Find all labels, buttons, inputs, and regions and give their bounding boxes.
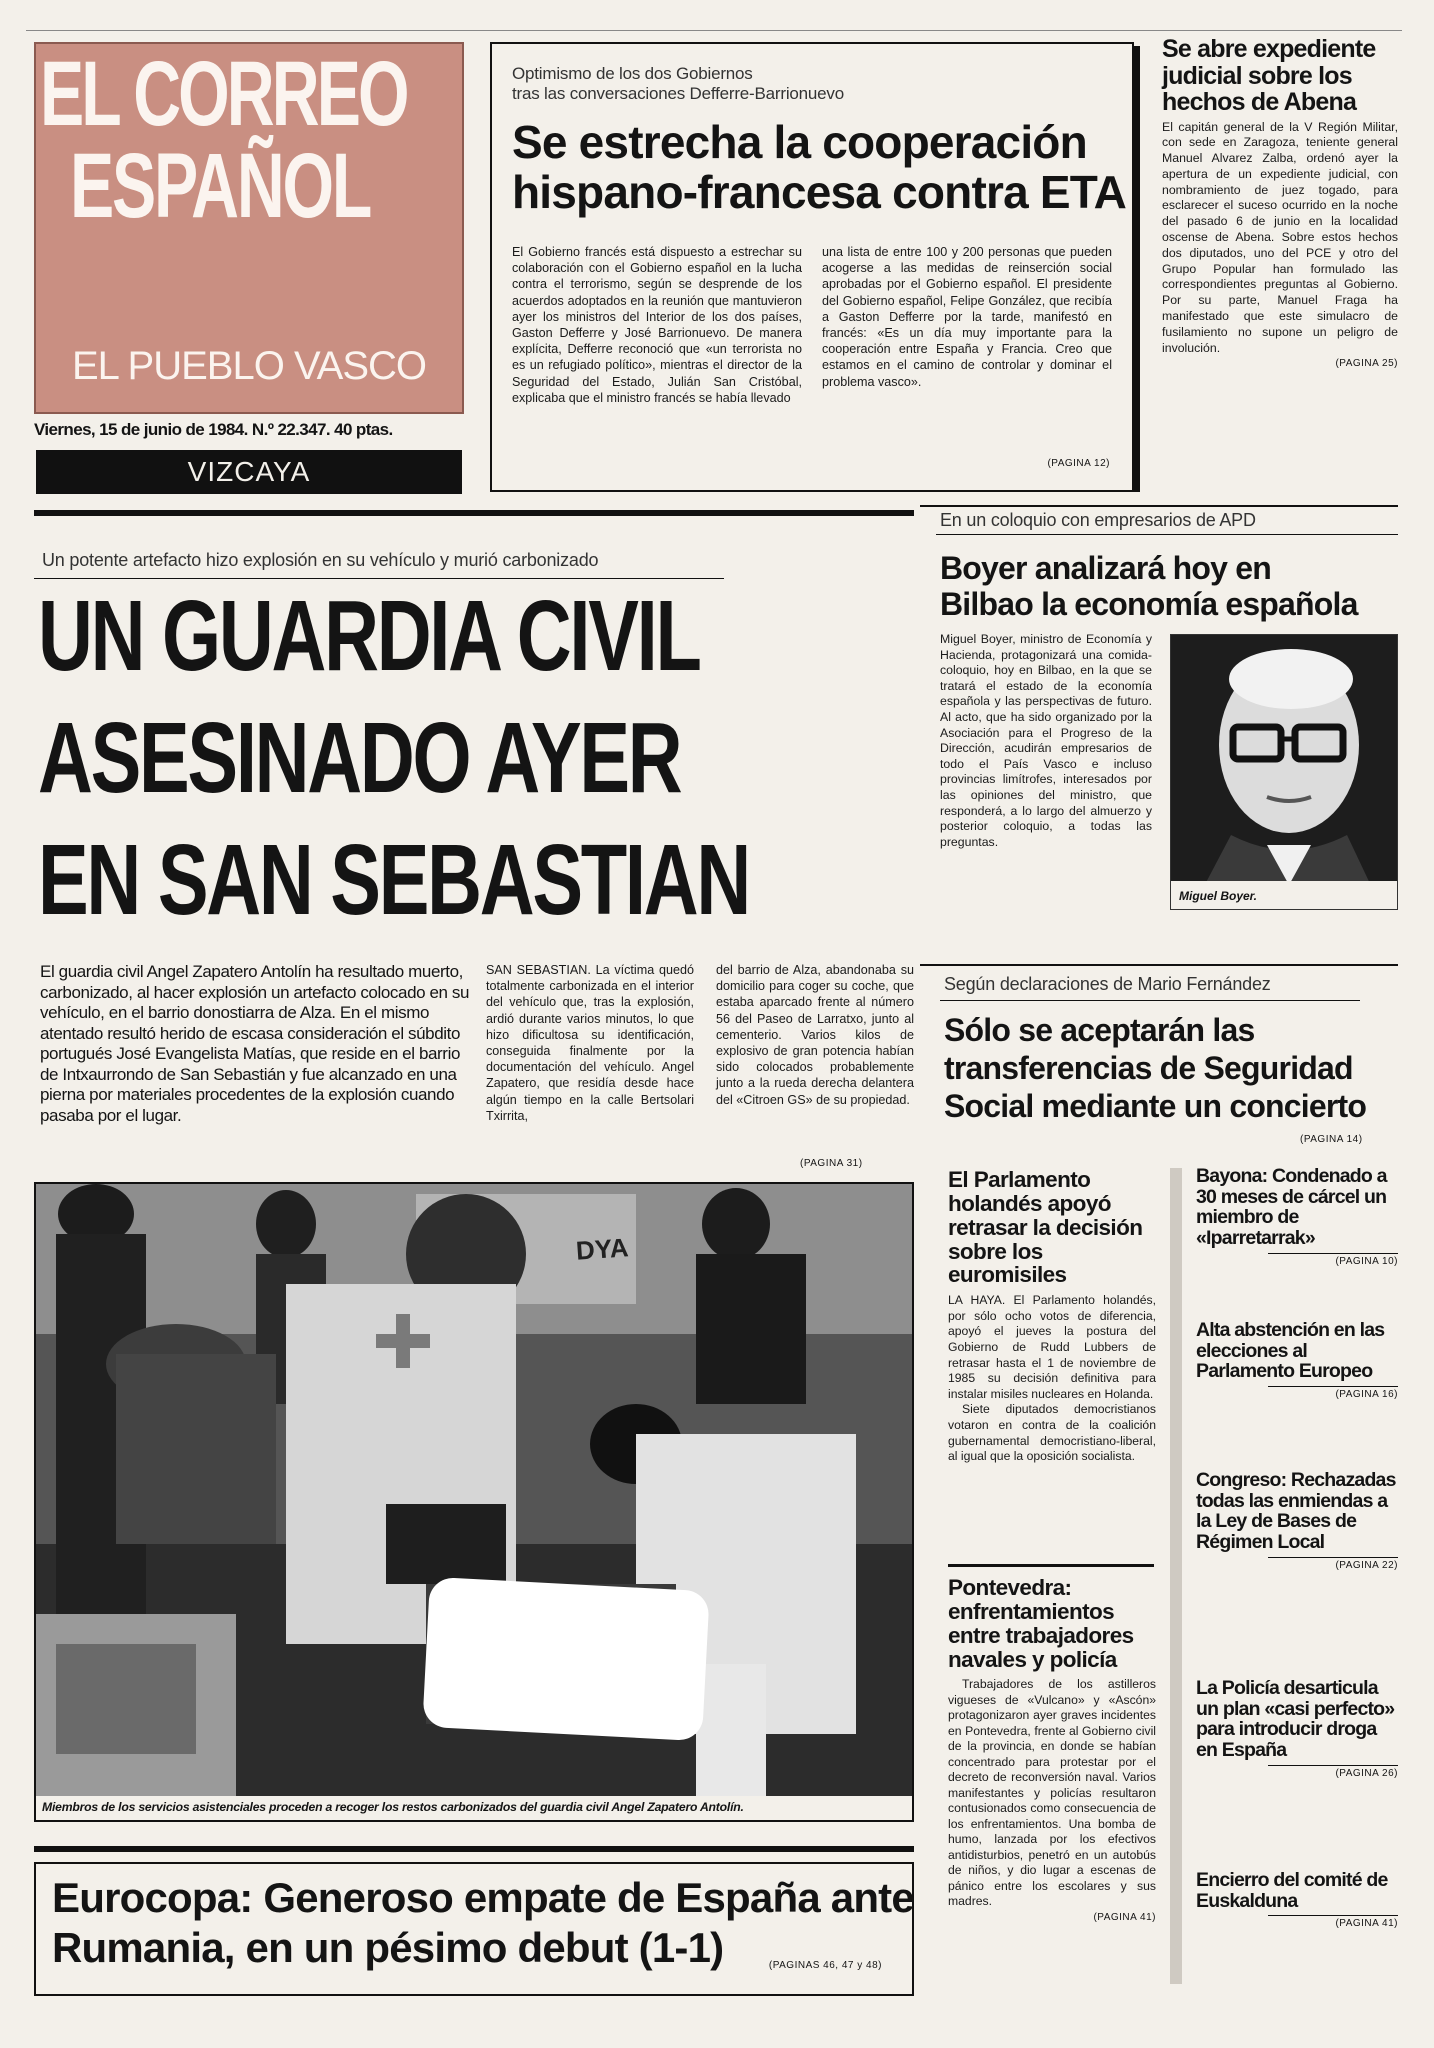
top-story-col-2: una lista de entre 100 y 200 personas que pueden acogerse a las medidas de reinserción social aprobadas por el Gobierno español. El presidente del Gobierno español, Felipe González, que recibía a Gaston Defferre por la tarde, manifestó en francés: «Es un día muy importante para la cooperación entre España y Francia. Creo que estamos en el camino de controlar y dominar el problema vasco». [822,245,1112,389]
top-story-headline-1: Se estrecha la cooperación [512,116,1087,168]
top-story-shadow [1134,46,1140,492]
pontevedra-headline: Pontevedra: enfrentamientos entre trabajadores navales y policía [948,1575,1134,1672]
main-headline-1: UN GUARDIA CIVIL [38,580,700,692]
seguridad-kicker: Según declaraciones de Mario Fernández [944,974,1271,994]
abena-page-ref: (PAGINA 25) [1335,358,1398,370]
top-story-headline-2: hispano-francesa contra ETA [512,166,1127,218]
main-headline-2: ASESINADO AYER [38,702,681,814]
seguridad-top-rule [920,964,1398,966]
brief-headline: Encierro del comité de Euskalduna [1196,1869,1388,1912]
issue-line: Viernes, 15 de junio de 1984. N.º 22.347. 40 ptas. [34,420,393,439]
main-photo [34,1182,914,1822]
main-story-lead: El guardia civil Angel Zapatero Antolín ha resultado muerto, carbonizado, al hacer explosión un artefacto colocado en su vehículo, en el barrio donostiarra de Alza. En el mismo atentado resultó herido de escasa consideración el súbdito portugués José Evangelista Matías, que reside en el barrio de Intxaurrondo de San Sebastián y fue alcanzado en una pierna por materiales procedentes de la explosión cuando pasaba por el lugar. [40,962,470,1125]
brief-headline: Congreso: Rechazadas todas las enmiendas a la Ley de Bases de Régimen Local [1196,1469,1396,1553]
main-story-top-rule [34,510,914,516]
abena-headline: Se abre expediente judicial sobre los hechos de Abena [1162,35,1376,116]
brief-headline: La Policía desarticula un plan «casi perfecto» para introducir droga en España [1196,1677,1395,1761]
boyer-headline-2: Bilbao la economía española [940,586,1358,622]
brief-item [1196,1460,1398,1664]
eurocopa-headline-1: Eurocopa: Generoso empate de España ante [52,1874,914,1921]
main-story-kicker: Un potente artefacto hizo explosión en su vehículo y murió carbonizado [42,550,599,570]
holanda-headline: El Parlamento holandés apoyó retrasar la decisión sobre los euromisiles [948,1167,1143,1288]
top-story-kicker-2: tras las conversaciones Defferre-Barrionuevo [512,84,844,103]
brief-item [1196,1310,1398,1460]
brief-item [1196,1860,1398,1929]
holanda-p1: LA HAYA. El Parlamento holandés, por sólo ocho votos de diferencia, apoyó el jueves la postura del Gobierno de Rudd Lubbers de retrasar hasta el 1 de noviembre de 1985 su decisión definitiva para instalar misiles nucleares en Holanda. [948,1293,1156,1401]
brief-page-ref: (PAGINA 22) [1268,1557,1398,1571]
masthead [34,42,464,414]
eurocopa-box [34,1862,914,1996]
boyer-portrait [1171,635,1398,910]
abena-story [1162,36,1398,369]
seguridad-kicker-rule [940,1000,1360,1001]
boyer-headline-1: Boyer analizará hoy en [940,550,1271,586]
top-story-page-ref: (PAGINA 12) [1047,458,1110,469]
edition-bar: VIZCAYA [36,450,462,494]
seguridad-headline-1: Sólo se aceptarán las [944,1012,1255,1048]
eurocopa-top-rule [34,1846,914,1852]
briefs-column [1196,1166,1398,1929]
boyer-photo [1170,634,1398,910]
brief-page-ref: (PAGINA 41) [1268,1915,1398,1929]
boyer-photo-caption: Miguel Boyer. [1171,881,1397,909]
top-story-box [490,42,1134,492]
boyer-kicker: En un coloquio con empresarios de APD [940,510,1256,530]
brief-page-ref: (PAGINA 10) [1268,1253,1398,1267]
brief-page-ref: (PAGINA 26) [1268,1765,1398,1779]
eurocopa-headline-2: Rumania, en un pésimo debut (1-1) [52,1924,724,1971]
photo-caption: Miembros de los servicios asistenciales proceden a recoger los restos carbonizados del guardia civil Angel Zapatero Antolín. [36,1796,912,1820]
masthead-title-line1: EL CORREO [40,43,407,145]
briefs-separator [1170,1168,1182,1984]
brief-item [1196,1166,1398,1310]
holanda-p2: Siete diputados democristianos votaron en contra de la coalición gubernamental democristiano-liberal, al igual que la oposición socialista. [948,1402,1156,1464]
abena-text: El capitán general de la V Región Militar, con sede en Zaragoza, teniente general Manuel Alvarez Zalba, ordenó ayer la apertura de un expediente judicial, con nombramiento de juez togado, para esclarecer el suceso ocurrido en la noche del pasado 6 de junio en la localidad oscense de Abena. Sobre estos hechos dos diputados, uno del PCE y otro del Grupo Popular han formulado las correspondientes preguntas al Gobierno. Por su parte, Manuel Fraga ha manifestado que este simulacro de fusilamiento no supone un peligro de involución. [1162,119,1398,355]
top-story-kicker-1: Optimismo de los dos Gobiernos [512,64,753,83]
seguridad-headline-3: Social mediante un concierto [944,1088,1367,1124]
brief-page-ref: (PAGINA 16) [1268,1386,1398,1400]
kicker-underline [34,578,724,579]
main-headline-3: EN SAN SEBASTIAN [38,824,749,936]
masthead-subtitle: EL PUEBLO VASCO [71,344,427,388]
top-story-col-1: El Gobierno francés está dispuesto a estrechar su colaboración con el Gobierno español en la lucha contra el terrorismo, según se desprende de los acuerdos adoptados en la reunión que mantuvieron ayer los ministros del Interior de los dos países, Gaston Defferre y José Barrionuevo. De manera explícita, Defferre reconoció que «un terrorista no es un refugiado político», mientras el director de la Seguridad del Estado, Julián San Cristóbal, explicaba que el ministro francés se había llevado [512,245,802,405]
main-story-col-2: del barrio de Alza, abandonaba su domicilio para coger su coche, que estaba aparcado frente al número 56 del Paseo de Larratxo, junto al cementerio. Varios kilos de explosivo de gran potencia habían sido colocados probablemente junto a la rueda derecha delantera del «Citroen GS» de su propiedad. [716,963,914,1107]
main-story-page-ref: (PAGINA 31) [800,1158,863,1169]
eurocopa-page-ref: (PAGINAS 46, 47 y 48) [768,1960,882,1971]
boyer-top-rule [920,505,1398,507]
brief-item [1196,1664,1398,1860]
page-frame-top [26,30,1402,31]
photo-redaction [422,1577,709,1741]
holanda-story [948,1168,1156,1465]
seguridad-page-ref: (PAGINA 14) [1300,1134,1363,1145]
pontevedra-text: Trabajadores de los astilleros vigueses de «Vulcano» y «Ascón» protagonizaron ayer graves incidentes en Pontevedra, frente al Gobierno civil de la provincia, en donde se habían concentrado para protestar por el decreto de reconversión naval. Varios manifestantes y policías resultaron contusionados como consecuencia de los enfrentamientos. Una bomba de humo, lanzada por los efectivos antidisturbios, penetró en un autobús de niños, y dio lugar a escenas de pánico entre los escolares y sus madres. [948,1677,1156,1909]
brief-headline: Bayona: Condenado a 30 meses de cárcel un miembro de «Iparretarrak» [1196,1165,1387,1249]
photo-sign: DYA [574,1232,630,1266]
main-story-col-1: SAN SEBASTIAN. La víctima quedó totalmente carbonizada en el interior del vehículo que, tras la explosión, ardió durante varios minutos, lo que hizo dificultosa su identificación, conseguida finalmente por la documentación del vehículo. Angel Zapatero, que residía desde hace algún tiempo en la calle Bertsolari Txirrita, [486,963,694,1123]
brief-headline: Alta abstención en las elecciones al Parlamento Europeo [1196,1319,1385,1383]
pontevedra-story [948,1576,1156,1923]
boyer-text: Miguel Boyer, ministro de Economía y Hacienda, protagonizará una comida-coloquio, hoy en Bilbao, en la que se tratará el estado de la economía española y las perspectivas de futuro. Al acto, que ha sido organizado por la Asociación para el Progreso de la Dirección, acudirán empresarios de todo el País Vasco e incluso provincias limítrofes, interesados por las opiniones del ministro, que responderá, a lo largo del almuerzo y posterior coloquio, a todas las preguntas. [940,632,1152,849]
masthead-title-line2: ESPAÑOL [70,135,371,237]
pontevedra-top-rule [948,1564,1154,1567]
pontevedra-page-ref: (PAGINA 41) [1093,1911,1156,1923]
seguridad-headline-2: transferencias de Seguridad [944,1050,1353,1086]
boyer-kicker-rule [936,534,1398,535]
